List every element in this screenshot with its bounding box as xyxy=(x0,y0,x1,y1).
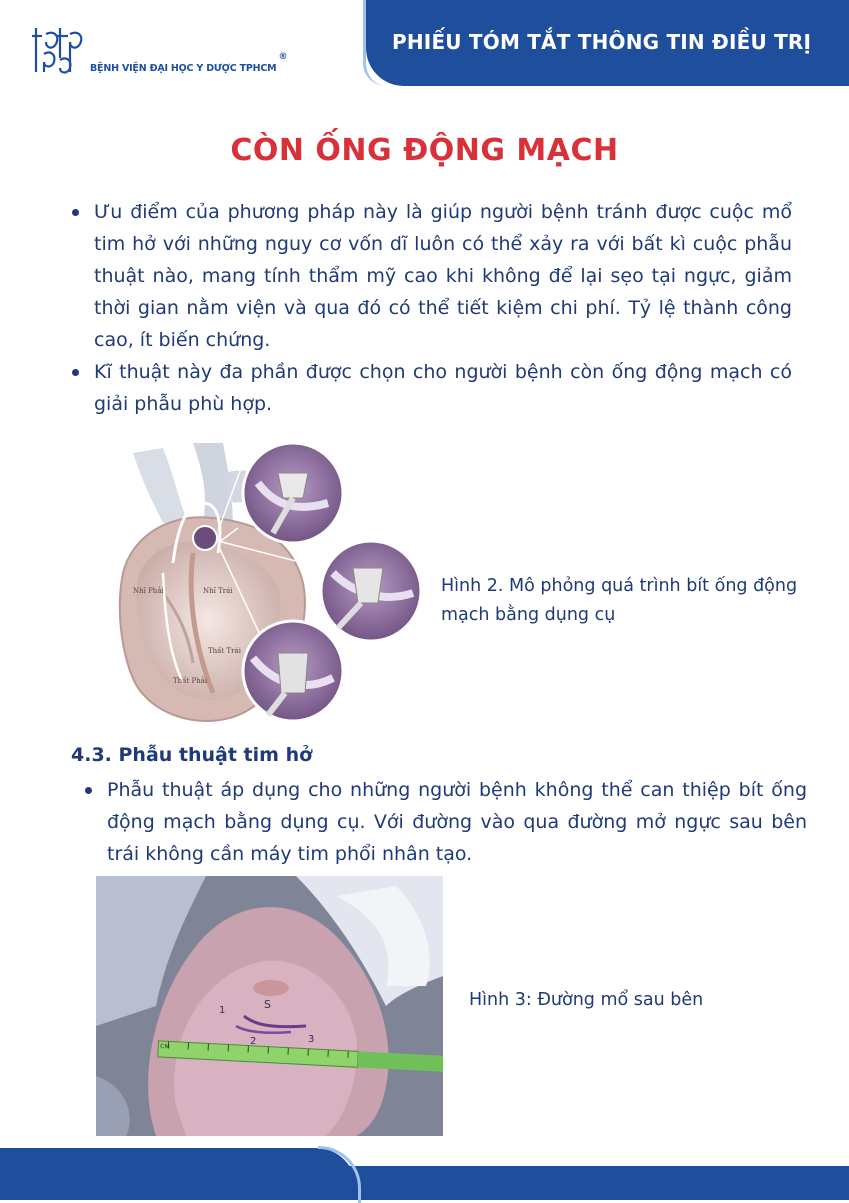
mark-1: 1 xyxy=(219,1005,225,1016)
surgical-incision-photo xyxy=(96,876,443,1136)
logo-mark-icon xyxy=(30,24,88,76)
list-item: Kĩ thuật này đa phần được chọn cho người bệnh còn ống động mạch có giải phẫu phù hợp. xyxy=(94,356,792,420)
label-left-ventricle: Thất Trái xyxy=(208,646,242,655)
mark-2: 2 xyxy=(250,1036,256,1047)
list-item: Ưu điểm của phương pháp này là giúp người bệnh tránh được cuộc mổ tim hở với những nguy cơ vốn dĩ luôn có thể xảy ra với bất kì cuộc phẫu thuật nào, mang tính thẩm mỹ cao khi không để lại sẹo tại ngực, giảm thời gian nằm viện và qua đó có thể tiết kiệm chi phí. Tỷ lệ thành công cao, ít biến chứng. xyxy=(94,196,792,356)
hospital-name: BỆNH VIỆN ĐẠI HỌC Y DƯỢC TPHCM® xyxy=(90,60,287,74)
label-right-ventricle: Thất Phải xyxy=(173,676,208,685)
mark-s: S xyxy=(264,998,271,1011)
section-bullet-list xyxy=(107,774,807,870)
intro-bullet-list xyxy=(94,196,792,420)
ruler-unit: CM xyxy=(160,1043,170,1050)
page-title: CÒN ỐNG ĐỘNG MẠCH xyxy=(0,133,849,168)
heart-device-illustration xyxy=(93,443,438,733)
label-left-atrium: Nhĩ Trái xyxy=(203,587,233,595)
zoom-circle-2 xyxy=(321,541,421,641)
list-item: Phẫu thuật áp dụng cho những người bệnh không thể can thiệp bít ống động mạch bằng dụng cụ. Với đường vào qua đường mở ngực sau bên trái không cần máy tim phổi nhân tạo. xyxy=(107,774,807,870)
label-right-atrium: Nhĩ Phải xyxy=(133,586,164,595)
figure-3-caption: Hình 3: Đường mổ sau bên xyxy=(469,990,703,1010)
mark-3: 3 xyxy=(308,1034,314,1045)
figure-2-caption: Hình 2. Mô phỏng quá trình bít ống động mạch bằng dụng cụ xyxy=(441,572,801,630)
footer-accent xyxy=(0,1148,356,1200)
footer-band xyxy=(348,1166,849,1200)
hospital-logo xyxy=(30,24,270,80)
zoom-circle-3 xyxy=(243,621,343,721)
document-type-title: PHIẾU TÓM TẮT THÔNG TIN ĐIỀU TRỊ xyxy=(392,30,839,54)
zoom-circle-1 xyxy=(243,443,343,543)
section-heading: 4.3. Phẫu thuật tim hở xyxy=(71,744,312,766)
header-band xyxy=(366,0,849,86)
